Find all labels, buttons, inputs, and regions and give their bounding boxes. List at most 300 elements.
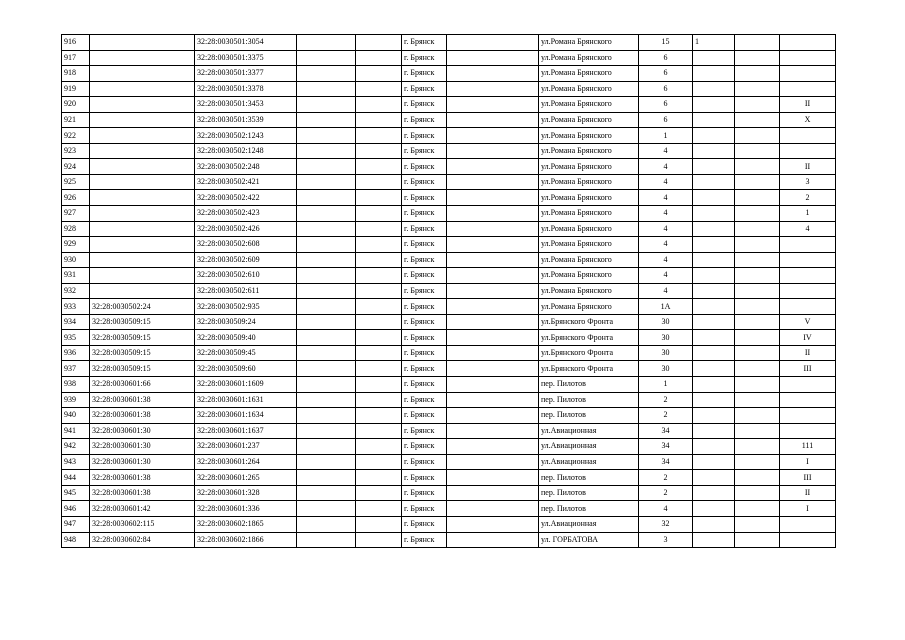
house-number-cell: 30: [639, 330, 693, 346]
parent-cadastral-number-cell: [90, 221, 195, 237]
empty-cell: [356, 252, 402, 268]
empty-cell: [447, 159, 539, 175]
extra-cell: [693, 361, 735, 377]
house-number-cell: 4: [639, 159, 693, 175]
house-number-cell: 6: [639, 97, 693, 113]
cadastral-number-cell: 32:28:0030501:3377: [195, 66, 297, 82]
parent-cadastral-number-cell: 32:28:0030601:42: [90, 501, 195, 517]
unit-number-cell: [780, 392, 836, 408]
row-number-cell: 934: [62, 314, 90, 330]
city-cell: г. Брянск: [402, 361, 447, 377]
street-cell: ул.Романа Брянского: [539, 190, 639, 206]
empty-cell: [447, 361, 539, 377]
house-number-cell: 4: [639, 190, 693, 206]
parent-cadastral-number-cell: 32:28:0030509:15: [90, 314, 195, 330]
row-number-cell: 924: [62, 159, 90, 175]
cadastral-number-cell: 32:28:0030602:1865: [195, 516, 297, 532]
street-cell: ул.Романа Брянского: [539, 237, 639, 253]
row-number-cell: 944: [62, 470, 90, 486]
cadastral-number-cell: 32:28:0030501:3375: [195, 50, 297, 66]
empty-cell: [447, 345, 539, 361]
parent-cadastral-number-cell: 32:28:0030601:30: [90, 423, 195, 439]
empty-cell: [447, 454, 539, 470]
house-number-cell: 6: [639, 112, 693, 128]
empty-cell: [735, 206, 780, 222]
street-cell: ул.Романа Брянского: [539, 35, 639, 51]
cadastral-number-cell: 32:28:0030502:423: [195, 206, 297, 222]
empty-cell: [297, 361, 356, 377]
city-cell: г. Брянск: [402, 97, 447, 113]
street-cell: пер. Пилотов: [539, 392, 639, 408]
table-row: [62, 470, 836, 486]
unit-number-cell: II: [780, 97, 836, 113]
unit-number-cell: II: [780, 345, 836, 361]
empty-cell: [297, 159, 356, 175]
street-cell: ул.Романа Брянского: [539, 143, 639, 159]
empty-cell: [297, 314, 356, 330]
empty-cell: [356, 532, 402, 548]
row-number-cell: 918: [62, 66, 90, 82]
empty-cell: [735, 439, 780, 455]
row-number-cell: 929: [62, 237, 90, 253]
house-number-cell: 2: [639, 485, 693, 501]
parent-cadastral-number-cell: [90, 97, 195, 113]
extra-cell: [693, 50, 735, 66]
empty-cell: [447, 299, 539, 315]
unit-number-cell: IV: [780, 330, 836, 346]
empty-cell: [447, 516, 539, 532]
parent-cadastral-number-cell: [90, 252, 195, 268]
extra-cell: [693, 377, 735, 393]
extra-cell: [693, 221, 735, 237]
table-row: [62, 299, 836, 315]
cadastral-number-cell: 32:28:0030509:24: [195, 314, 297, 330]
empty-cell: [735, 516, 780, 532]
city-cell: г. Брянск: [402, 423, 447, 439]
empty-cell: [735, 314, 780, 330]
unit-number-cell: [780, 35, 836, 51]
house-number-cell: 2: [639, 392, 693, 408]
empty-cell: [297, 377, 356, 393]
empty-cell: [297, 330, 356, 346]
empty-cell: [356, 299, 402, 315]
cadastral-number-cell: 32:28:0030502:1248: [195, 143, 297, 159]
unit-number-cell: [780, 516, 836, 532]
empty-cell: [297, 299, 356, 315]
row-number-cell: 926: [62, 190, 90, 206]
parent-cadastral-number-cell: 32:28:0030601:38: [90, 485, 195, 501]
table-row: [62, 50, 836, 66]
house-number-cell: 34: [639, 439, 693, 455]
table-row: [62, 454, 836, 470]
parent-cadastral-number-cell: [90, 190, 195, 206]
parent-cadastral-number-cell: 32:28:0030601:38: [90, 408, 195, 424]
city-cell: г. Брянск: [402, 252, 447, 268]
cadastral-number-cell: 32:28:0030601:265: [195, 470, 297, 486]
city-cell: г. Брянск: [402, 408, 447, 424]
table-row: [62, 501, 836, 517]
parent-cadastral-number-cell: 32:28:0030601:30: [90, 439, 195, 455]
street-cell: ул.Романа Брянского: [539, 268, 639, 284]
house-number-cell: 4: [639, 501, 693, 517]
row-number-cell: 938: [62, 377, 90, 393]
empty-cell: [356, 283, 402, 299]
unit-number-cell: [780, 252, 836, 268]
house-number-cell: 30: [639, 361, 693, 377]
city-cell: г. Брянск: [402, 439, 447, 455]
parent-cadastral-number-cell: [90, 206, 195, 222]
unit-number-cell: [780, 532, 836, 548]
extra-cell: [693, 454, 735, 470]
unit-number-cell: [780, 408, 836, 424]
unit-number-cell: 1: [780, 206, 836, 222]
empty-cell: [297, 268, 356, 284]
empty-cell: [356, 35, 402, 51]
parent-cadastral-number-cell: 32:28:0030602:115: [90, 516, 195, 532]
city-cell: г. Брянск: [402, 470, 447, 486]
extra-cell: [693, 143, 735, 159]
unit-number-cell: [780, 50, 836, 66]
empty-cell: [297, 516, 356, 532]
house-number-cell: 1: [639, 377, 693, 393]
city-cell: г. Брянск: [402, 314, 447, 330]
empty-cell: [447, 81, 539, 97]
empty-cell: [356, 66, 402, 82]
parent-cadastral-number-cell: [90, 35, 195, 51]
street-cell: ул.Брянского Фронта: [539, 361, 639, 377]
empty-cell: [447, 485, 539, 501]
parent-cadastral-number-cell: 32:28:0030602:84: [90, 532, 195, 548]
cadastral-number-cell: 32:28:0030601:1634: [195, 408, 297, 424]
empty-cell: [735, 454, 780, 470]
empty-cell: [447, 221, 539, 237]
empty-cell: [297, 532, 356, 548]
empty-cell: [735, 361, 780, 377]
unit-number-cell: III: [780, 361, 836, 377]
empty-cell: [447, 268, 539, 284]
cadastral-number-cell: 32:28:0030502:611: [195, 283, 297, 299]
row-number-cell: 942: [62, 439, 90, 455]
city-cell: г. Брянск: [402, 159, 447, 175]
row-number-cell: 930: [62, 252, 90, 268]
parent-cadastral-number-cell: 32:28:0030502:24: [90, 299, 195, 315]
row-number-cell: 945: [62, 485, 90, 501]
row-number-cell: 916: [62, 35, 90, 51]
city-cell: г. Брянск: [402, 221, 447, 237]
extra-cell: [693, 174, 735, 190]
empty-cell: [447, 97, 539, 113]
parent-cadastral-number-cell: [90, 66, 195, 82]
empty-cell: [356, 501, 402, 517]
empty-cell: [735, 252, 780, 268]
empty-cell: [735, 470, 780, 486]
extra-cell: [693, 206, 735, 222]
row-number-cell: 935: [62, 330, 90, 346]
table-row: [62, 377, 836, 393]
property-register-table: [61, 34, 836, 548]
empty-cell: [447, 377, 539, 393]
empty-cell: [735, 159, 780, 175]
table-row: [62, 206, 836, 222]
house-number-cell: 6: [639, 50, 693, 66]
empty-cell: [297, 206, 356, 222]
cadastral-number-cell: 32:28:0030601:264: [195, 454, 297, 470]
empty-cell: [356, 128, 402, 144]
empty-cell: [447, 392, 539, 408]
unit-number-cell: [780, 128, 836, 144]
extra-cell: [693, 408, 735, 424]
empty-cell: [356, 190, 402, 206]
empty-cell: [356, 81, 402, 97]
cadastral-number-cell: 32:28:0030502:935: [195, 299, 297, 315]
parent-cadastral-number-cell: 32:28:0030509:15: [90, 330, 195, 346]
table-row: [62, 314, 836, 330]
cadastral-number-cell: 32:28:0030502:608: [195, 237, 297, 253]
cadastral-number-cell: 32:28:0030601:1609: [195, 377, 297, 393]
empty-cell: [297, 190, 356, 206]
row-number-cell: 939: [62, 392, 90, 408]
extra-cell: [693, 439, 735, 455]
empty-cell: [297, 174, 356, 190]
table-row: [62, 66, 836, 82]
empty-cell: [356, 408, 402, 424]
table-row: [62, 408, 836, 424]
empty-cell: [297, 112, 356, 128]
empty-cell: [735, 143, 780, 159]
cadastral-number-cell: 32:28:0030509:60: [195, 361, 297, 377]
row-number-cell: 947: [62, 516, 90, 532]
house-number-cell: 4: [639, 143, 693, 159]
house-number-cell: 4: [639, 268, 693, 284]
table-row: [62, 128, 836, 144]
empty-cell: [297, 128, 356, 144]
unit-number-cell: [780, 377, 836, 393]
city-cell: г. Брянск: [402, 174, 447, 190]
parent-cadastral-number-cell: [90, 268, 195, 284]
house-number-cell: 4: [639, 206, 693, 222]
row-number-cell: 921: [62, 112, 90, 128]
house-number-cell: 4: [639, 174, 693, 190]
cadastral-number-cell: 32:28:0030501:3378: [195, 81, 297, 97]
house-number-cell: 34: [639, 423, 693, 439]
empty-cell: [297, 408, 356, 424]
cadastral-number-cell: 32:28:0030601:336: [195, 501, 297, 517]
street-cell: пер. Пилотов: [539, 485, 639, 501]
empty-cell: [447, 501, 539, 517]
empty-cell: [735, 81, 780, 97]
empty-cell: [297, 66, 356, 82]
empty-cell: [735, 50, 780, 66]
extra-cell: [693, 128, 735, 144]
city-cell: г. Брянск: [402, 330, 447, 346]
empty-cell: [735, 299, 780, 315]
street-cell: ул.Авиационная: [539, 439, 639, 455]
unit-number-cell: V: [780, 314, 836, 330]
empty-cell: [447, 283, 539, 299]
empty-cell: [356, 159, 402, 175]
empty-cell: [297, 97, 356, 113]
empty-cell: [356, 268, 402, 284]
cadastral-number-cell: 32:28:0030502:426: [195, 221, 297, 237]
empty-cell: [297, 283, 356, 299]
city-cell: г. Брянск: [402, 299, 447, 315]
table-row: [62, 361, 836, 377]
row-number-cell: 923: [62, 143, 90, 159]
empty-cell: [735, 112, 780, 128]
row-number-cell: 920: [62, 97, 90, 113]
table-body: [62, 35, 836, 548]
parent-cadastral-number-cell: [90, 174, 195, 190]
cadastral-number-cell: 32:28:0030502:610: [195, 268, 297, 284]
cadastral-number-cell: 32:28:0030502:609: [195, 252, 297, 268]
empty-cell: [297, 454, 356, 470]
city-cell: г. Брянск: [402, 345, 447, 361]
unit-number-cell: X: [780, 112, 836, 128]
empty-cell: [356, 361, 402, 377]
empty-cell: [297, 392, 356, 408]
city-cell: г. Брянск: [402, 112, 447, 128]
table-row: [62, 190, 836, 206]
parent-cadastral-number-cell: 32:28:0030601:66: [90, 377, 195, 393]
table-row: [62, 221, 836, 237]
cadastral-number-cell: 32:28:0030509:45: [195, 345, 297, 361]
city-cell: г. Брянск: [402, 485, 447, 501]
street-cell: ул.Романа Брянского: [539, 50, 639, 66]
cadastral-number-cell: 32:28:0030601:237: [195, 439, 297, 455]
unit-number-cell: [780, 423, 836, 439]
parent-cadastral-number-cell: 32:28:0030601:38: [90, 392, 195, 408]
unit-number-cell: [780, 237, 836, 253]
parent-cadastral-number-cell: 32:28:0030509:15: [90, 361, 195, 377]
street-cell: ул.Романа Брянского: [539, 112, 639, 128]
empty-cell: [297, 81, 356, 97]
city-cell: г. Брянск: [402, 50, 447, 66]
table-row: [62, 345, 836, 361]
extra-cell: [693, 268, 735, 284]
row-number-cell: 917: [62, 50, 90, 66]
city-cell: г. Брянск: [402, 128, 447, 144]
empty-cell: [356, 485, 402, 501]
empty-cell: [735, 485, 780, 501]
street-cell: пер. Пилотов: [539, 408, 639, 424]
row-number-cell: 927: [62, 206, 90, 222]
row-number-cell: 919: [62, 81, 90, 97]
extra-cell: [693, 190, 735, 206]
empty-cell: [447, 408, 539, 424]
empty-cell: [297, 485, 356, 501]
city-cell: г. Брянск: [402, 143, 447, 159]
empty-cell: [735, 408, 780, 424]
street-cell: ул.Авиационная: [539, 423, 639, 439]
house-number-cell: 4: [639, 221, 693, 237]
house-number-cell: 2: [639, 408, 693, 424]
street-cell: ул.Романа Брянского: [539, 252, 639, 268]
cadastral-number-cell: 32:28:0030501:3453: [195, 97, 297, 113]
unit-number-cell: [780, 299, 836, 315]
empty-cell: [297, 221, 356, 237]
unit-number-cell: I: [780, 501, 836, 517]
row-number-cell: 946: [62, 501, 90, 517]
empty-cell: [356, 97, 402, 113]
unit-number-cell: I: [780, 454, 836, 470]
street-cell: ул.Брянского Фронта: [539, 314, 639, 330]
city-cell: г. Брянск: [402, 516, 447, 532]
row-number-cell: 943: [62, 454, 90, 470]
extra-cell: [693, 501, 735, 517]
city-cell: г. Брянск: [402, 66, 447, 82]
table-row: [62, 392, 836, 408]
street-cell: пер. Пилотов: [539, 470, 639, 486]
empty-cell: [356, 314, 402, 330]
empty-cell: [447, 66, 539, 82]
table-row: [62, 35, 836, 51]
empty-cell: [447, 252, 539, 268]
empty-cell: [735, 283, 780, 299]
house-number-cell: 4: [639, 252, 693, 268]
extra-cell: [693, 345, 735, 361]
table-row: [62, 532, 836, 548]
table-row: [62, 423, 836, 439]
extra-cell: [693, 66, 735, 82]
empty-cell: [735, 128, 780, 144]
unit-number-cell: [780, 283, 836, 299]
street-cell: ул.Романа Брянского: [539, 81, 639, 97]
empty-cell: [447, 174, 539, 190]
unit-number-cell: II: [780, 485, 836, 501]
empty-cell: [297, 143, 356, 159]
empty-cell: [356, 392, 402, 408]
street-cell: ул.Брянского Фронта: [539, 330, 639, 346]
empty-cell: [735, 377, 780, 393]
street-cell: ул.Романа Брянского: [539, 299, 639, 315]
empty-cell: [356, 143, 402, 159]
cadastral-number-cell: 32:28:0030502:1243: [195, 128, 297, 144]
city-cell: г. Брянск: [402, 35, 447, 51]
unit-number-cell: 4: [780, 221, 836, 237]
empty-cell: [447, 330, 539, 346]
empty-cell: [735, 532, 780, 548]
extra-cell: [693, 423, 735, 439]
cadastral-number-cell: 32:28:0030601:1631: [195, 392, 297, 408]
empty-cell: [297, 237, 356, 253]
house-number-cell: 1: [639, 128, 693, 144]
city-cell: г. Брянск: [402, 190, 447, 206]
extra-cell: [693, 299, 735, 315]
empty-cell: [735, 501, 780, 517]
empty-cell: [447, 35, 539, 51]
empty-cell: [735, 221, 780, 237]
empty-cell: [447, 314, 539, 330]
empty-cell: [447, 439, 539, 455]
empty-cell: [297, 423, 356, 439]
cadastral-number-cell: 32:28:0030601:328: [195, 485, 297, 501]
house-number-cell: 30: [639, 314, 693, 330]
house-number-cell: 1А: [639, 299, 693, 315]
parent-cadastral-number-cell: [90, 50, 195, 66]
empty-cell: [356, 237, 402, 253]
street-cell: ул.Романа Брянского: [539, 97, 639, 113]
empty-cell: [356, 112, 402, 128]
street-cell: ул.Романа Брянского: [539, 206, 639, 222]
empty-cell: [297, 470, 356, 486]
empty-cell: [447, 50, 539, 66]
city-cell: г. Брянск: [402, 501, 447, 517]
empty-cell: [297, 252, 356, 268]
cadastral-number-cell: 32:28:0030602:1866: [195, 532, 297, 548]
empty-cell: [297, 501, 356, 517]
empty-cell: [447, 423, 539, 439]
empty-cell: [356, 439, 402, 455]
